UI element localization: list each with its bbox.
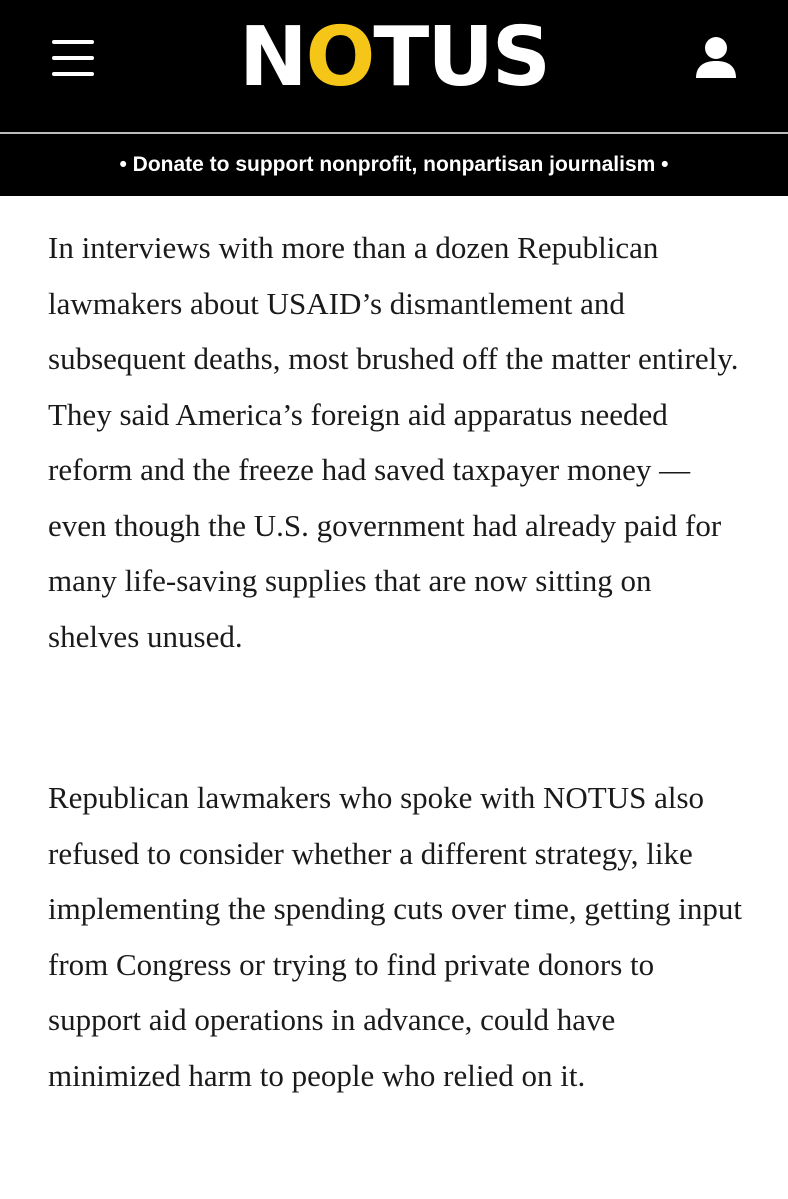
user-silhouette-svg	[694, 36, 738, 80]
user-account-icon[interactable]	[694, 36, 738, 80]
hamburger-menu-icon[interactable]	[52, 40, 94, 76]
logo-letter-n: N	[239, 10, 306, 105]
site-header	[0, 0, 788, 132]
article-body	[48, 220, 748, 1103]
notus-logo[interactable]	[214, 10, 574, 105]
donate-banner[interactable]: • Donate to support nonprofit, nonpartisan journalism •	[0, 132, 788, 196]
article-paragraph-1: In interviews with more than a dozen Republican lawmakers about USAID’s dismantlement and subsequent deaths, most brushed off the matter entirely. They said America’s foreign aid apparatus needed reform and the freeze had saved taxpayer money — even though the U.S. government had already paid for many life-saving supplies that are now sitting on shelves unused.	[48, 230, 739, 654]
logo-letter-o-accent: O	[305, 10, 374, 105]
menu-bar-top	[52, 40, 94, 44]
article-paragraph-2: Republican lawmakers who spoke with NOTUS also refused to consider whether a different strategy, like implementing the spending cuts over time, getting input from Congress or trying to find private donors to support aid operations in advance, could have minimized harm to people who relied on it.	[48, 780, 742, 1093]
menu-bar-bottom	[52, 72, 94, 76]
logo-letters-tus: TUS	[373, 10, 549, 105]
menu-bar-middle	[52, 56, 94, 60]
